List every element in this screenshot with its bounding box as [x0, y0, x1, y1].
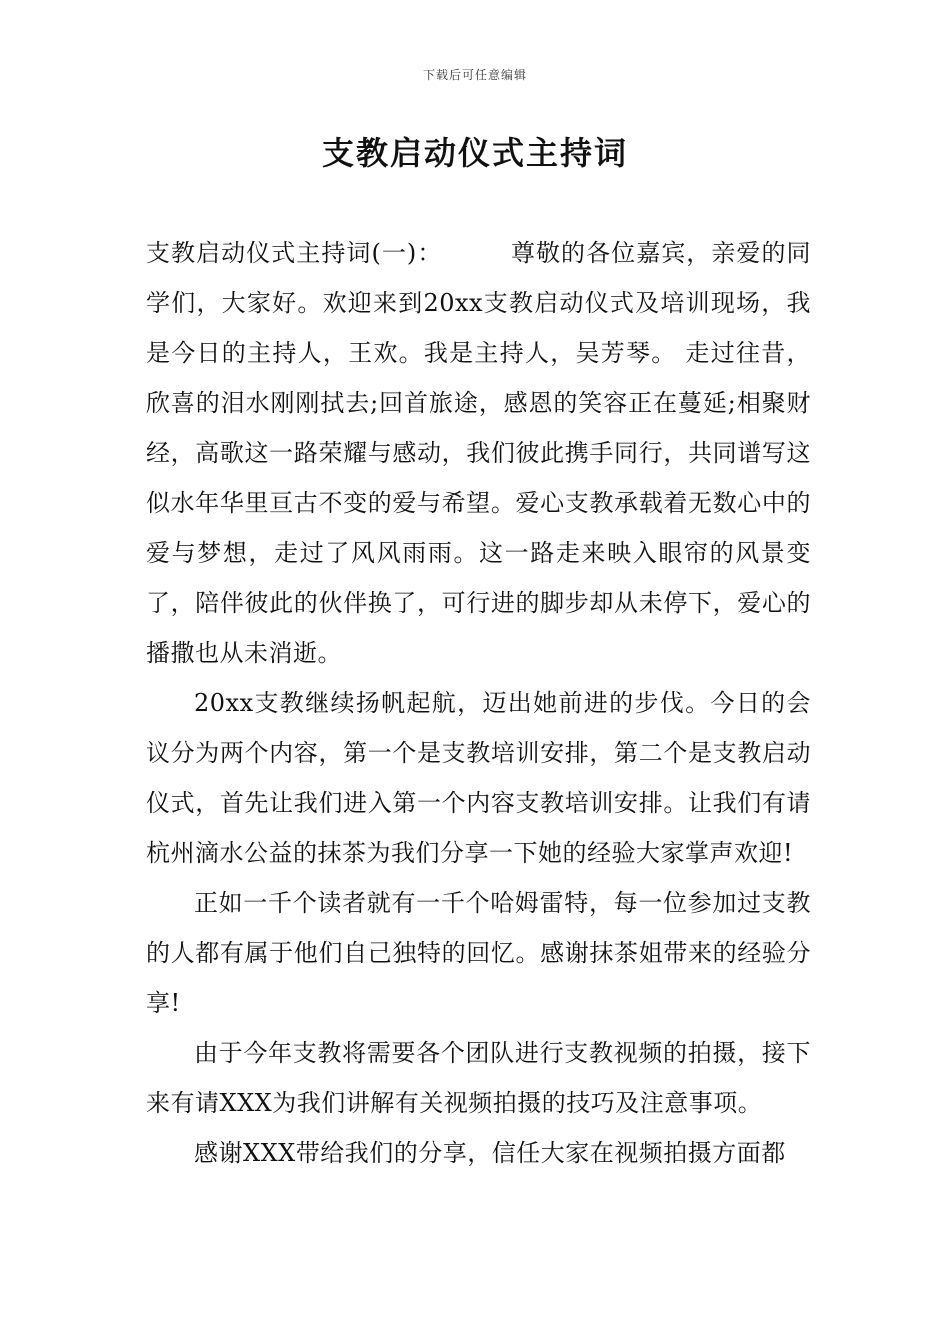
header-note: 下载后可任意编辑 [422, 68, 527, 82]
paragraph-4: 由于今年支教将需要各个团队进行支教视频的拍摄，接下来有请XXX为我们讲解有关视频拍摄的技巧及注意事项。 [146, 1039, 811, 1117]
paragraph-1 [146, 228, 811, 678]
paragraph-1-lead: 支教启动仪式主持词(一)： [146, 239, 443, 267]
paragraph-1-text: 尊敬的各位嘉宾，亲爱的同学们，大家好。欢迎来到20xx支教启动仪式及培训现场，我是今日的主持人，王欢。我是主持人，吴芳琴。 走过往昔，欣喜的泪水刚刚拭去;回首旅途，感恩的笑容正在蔓延;相聚财经，高歌这一路荣耀与感动，我们彼此携手同行，共同谱写这似水年华里亘古不变的爱与希望。爱心支教承载着无数心中的爱与梦想，走过了风风雨雨。这一路走来映入眼帘的风景变了，陪伴彼此的伙伴换了，可行进的脚步却从未停下，爱心的播撒也从未消逝。 [146, 239, 811, 667]
paragraph-2: 20xx支教继续扬帆起航，迈出她前进的步伐。今日的会议分为两个内容，第一个是支教培训安排，第二个是支教启动仪式，首先让我们进入第一个内容支教培训安排。让我们有请杭州滴水公益的抹茶为我们分享一下她的经验大家掌声欢迎! [146, 689, 811, 867]
paragraph-3: 正如一千个读者就有一千个哈姆雷特，每一位参加过支教的人都有属于他们自己独特的回忆。感谢抹茶姐带来的经验分享! [146, 889, 811, 1017]
document-title: 支教启动仪式主持词 [321, 134, 628, 172]
document-body [146, 228, 811, 1178]
paragraph-5: 感谢XXX带给我们的分享，信任大家在视频拍摄方面都 [194, 1139, 786, 1167]
